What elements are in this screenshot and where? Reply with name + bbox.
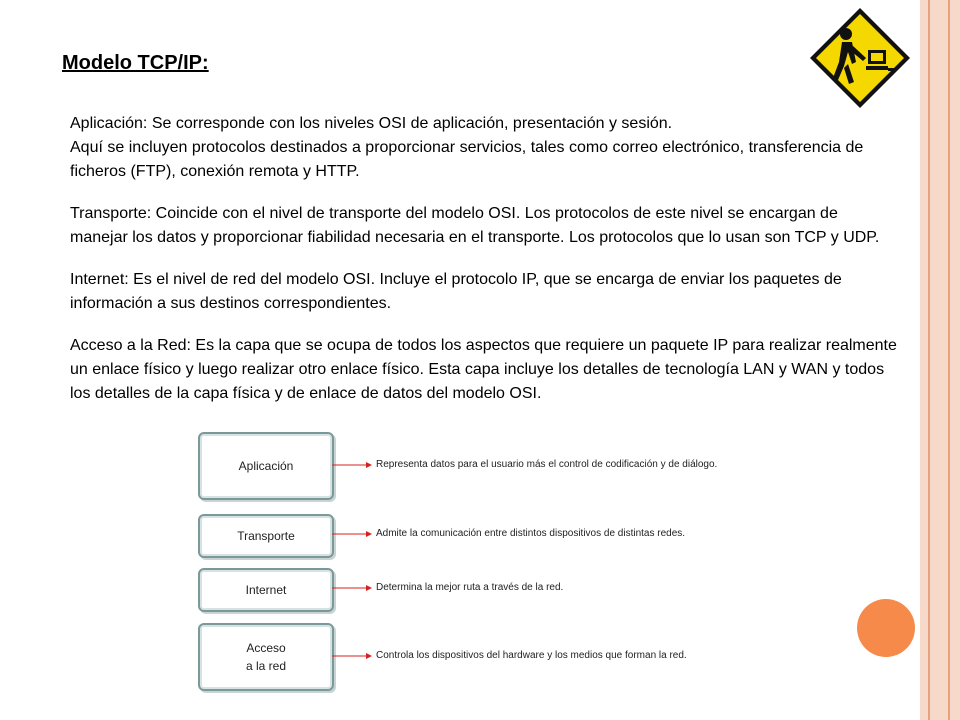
layer-label: Internet xyxy=(245,583,287,597)
construction-sign-icon xyxy=(808,6,912,110)
layer-description: Representa datos para el usuario más el control de codificación y de diálogo. xyxy=(376,459,718,470)
paragraph-internet: Internet: Es el nivel de red del modelo OSI. Incluye el protocolo IP, que se encarga de enviar los paquetes de información a sus destinos correspondientes. xyxy=(70,271,842,312)
orange-circle-decoration xyxy=(857,599,915,657)
slide-right-border xyxy=(920,0,960,720)
arrow-icon xyxy=(332,583,372,593)
layer-box-internet xyxy=(198,568,334,612)
layer-description: Controla los dispositivos del hardware y los medios que forman la red. xyxy=(376,650,687,661)
arrow-icon xyxy=(332,651,372,661)
layer-description: Admite la comunicación entre distintos dispositivos de distintas redes. xyxy=(376,528,686,539)
paragraph-acceso-red: Acceso a la Red: Es la capa que se ocupa de todos los aspectos que requiere un paquete IP para realizar realmente un enlace físico y luego realizar otro enlace físico. Esta capa incluye los detalles de tecnología LAN y WAN y todos los detalles de la capa física y de enlace de datos del modelo OSI. xyxy=(70,337,897,402)
paragraph-aplicacion-detalle: Aquí se incluyen protocolos destinados a proporcionar servicios, tales como correo electrónico, transferencia de ficheros (FTP), conexión remota y HTTP. xyxy=(70,139,864,180)
slide-title: Modelo TCP/IP: xyxy=(62,52,209,74)
layer-box-aplicacion xyxy=(198,432,334,500)
layer-label: Transporte xyxy=(237,529,295,543)
border-line xyxy=(948,0,950,720)
layer-box-acceso-red xyxy=(198,623,334,691)
arrow-icon xyxy=(332,529,372,539)
layer-description: Determina la mejor ruta a través de la red. xyxy=(376,582,564,593)
paragraph-transporte: Transporte: Coincide con el nivel de transporte del modelo OSI. Los protocolos de este nivel se encargan de manejar los datos y proporcionar fiabilidad necesaria en el transporte. Los protocolos que lo usan son TCP y UDP. xyxy=(70,205,880,246)
body-text xyxy=(70,112,900,416)
border-line xyxy=(928,0,930,720)
layer-label: Aplicación xyxy=(238,459,294,473)
arrow-icon xyxy=(332,460,372,470)
paragraph-aplicacion: Aplicación: Se corresponde con los niveles OSI de aplicación, presentación y sesión. xyxy=(70,115,673,132)
layer-label: Acceso a la red xyxy=(245,641,287,673)
layer-box-transporte xyxy=(198,514,334,558)
